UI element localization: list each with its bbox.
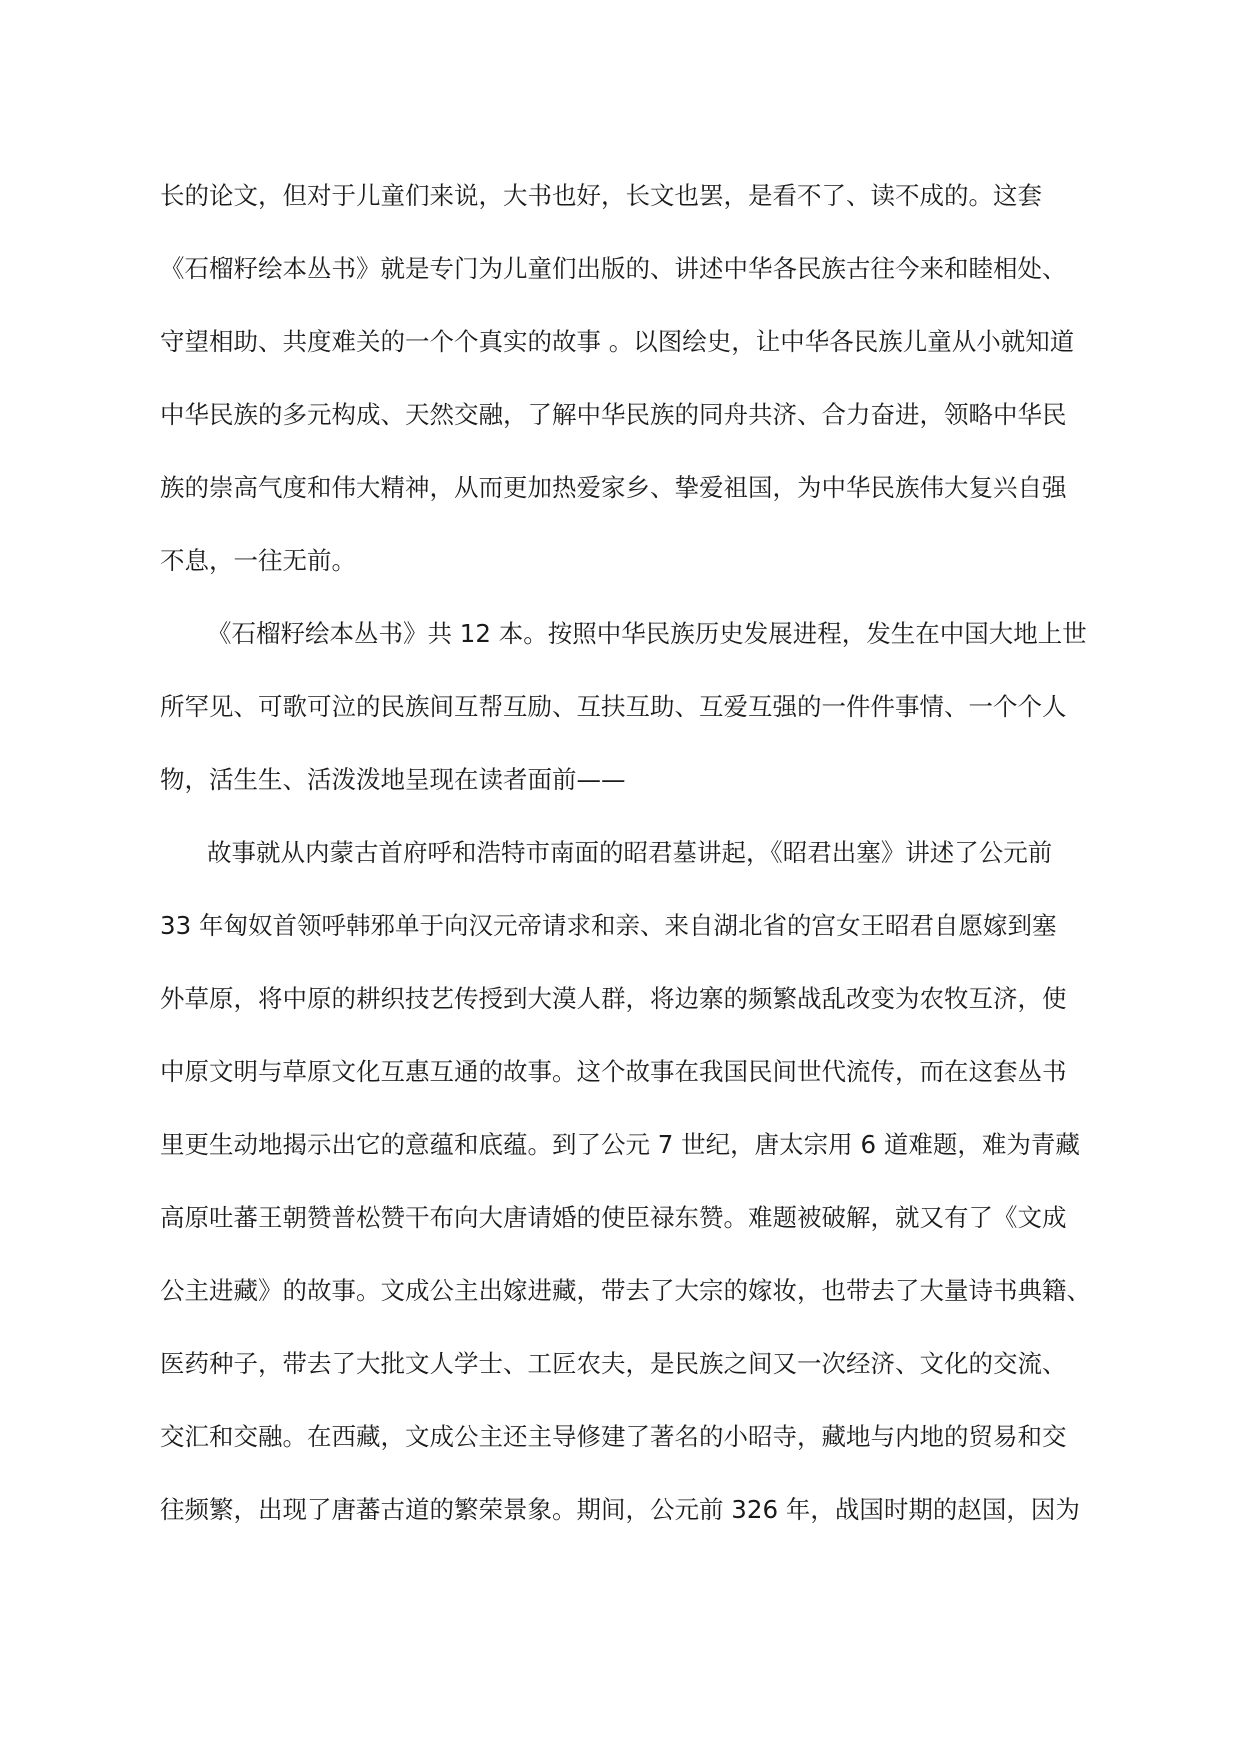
- text-line: 不息，一往无前。: [160, 546, 356, 575]
- text-line: 33 年匈奴首领呼韩邪单于向汉元帝请求和亲、来自湖北省的宫女王昭君自愿嫁到塞: [160, 911, 1057, 940]
- text-line: 外草原，将中原的耕织技艺传授到大漠人群，将边寨的频繁战乱改变为农牧互济，使: [160, 984, 1067, 1013]
- text-line: 守望相助、共度难关的一个个真实的故事 。以图绘史，让中华各民族儿童从小就知道: [160, 327, 1075, 356]
- text-line: 中原文明与草原文化互惠互通的故事。这个故事在我国民间世代流传，而在这套丛书: [160, 1057, 1067, 1086]
- text-line: 公主进藏》的故事。文成公主出嫁进藏，带去了大宗的嫁妆，也带去了大量诗书典籍、: [160, 1276, 1091, 1305]
- text-line: 往频繁，出现了唐蕃古道的繁荣景象。期间，公元前 326 年，战国时期的赵国，因为: [160, 1495, 1080, 1524]
- text-line: 故事就从内蒙古首府呼和浩特市南面的昭君墓讲起，《昭君出塞》讲述了公元前: [207, 838, 1053, 867]
- text-line: 族的崇高气度和伟大精神，从而更加热爱家乡、挚爱祖国，为中华民族伟大复兴自强: [160, 473, 1067, 502]
- text-line: 交汇和交融。在西藏，文成公主还主导修建了著名的小昭寺，藏地与内地的贸易和交: [160, 1422, 1067, 1451]
- text-line: 长的论文，但对于儿童们来说，大书也好，长文也罢，是看不了、读不成的。这套: [160, 181, 1042, 210]
- text-line: 中华民族的多元构成、天然交融，了解中华民族的同舟共济、合力奋进，领略中华民: [160, 400, 1067, 429]
- text-line: 所罕见、可歌可泣的民族间互帮互励、互扶互助、互爱互强的一件件事情、一个个人: [160, 692, 1067, 721]
- text-line: 《石榴籽绘本丛书》就是专门为儿童们出版的、讲述中华各民族古往今来和睦相处、: [160, 254, 1067, 283]
- text-line: 高原吐蕃王朝赞普松赞干布向大唐请婚的使臣禄东赞。难题被破解，就又有了《文成: [160, 1203, 1067, 1232]
- text-line: 里更生动地揭示出它的意蕴和底蕴。到了公元 7 世纪，唐太宗用 6 道难题，难为青藏: [160, 1130, 1080, 1159]
- text-line: 物，活生生、活泼泼地呈现在读者面前——: [160, 765, 626, 794]
- text-line: 医药种子，带去了大批文人学士、工匠农夫，是民族之间又一次经济、文化的交流、: [160, 1349, 1067, 1378]
- text-line: 《石榴籽绘本丛书》共 12 本。按照中华民族历史发展进程，发生在中国大地上世: [207, 619, 1087, 648]
